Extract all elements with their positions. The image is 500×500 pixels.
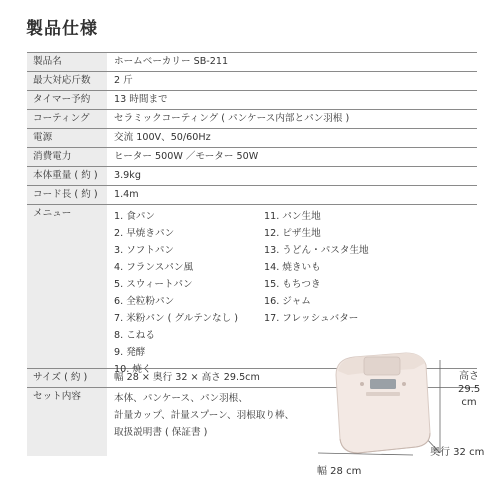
spec-row	[27, 148, 477, 167]
spec-value: 3.9kg	[114, 170, 141, 181]
spec-label: タイマー予約	[27, 91, 107, 109]
width-dimension: 幅 28 cm	[317, 466, 362, 477]
height-value: 29.5	[458, 384, 481, 395]
menu-item: 16. ジャム	[264, 296, 311, 307]
spec-row	[27, 167, 477, 186]
menu-item: 6. 全粒粉パン	[114, 296, 175, 307]
spec-row	[27, 72, 477, 91]
spec-value: 交流 100V、50/60Hz	[114, 132, 211, 143]
height-unit: cm	[461, 397, 477, 408]
spec-label: 消費電力	[27, 148, 107, 166]
spec-label: コーティング	[27, 110, 107, 128]
menu-item: 7. 米粉パン ( グルテンなし )	[114, 313, 239, 324]
spec-value: 幅 28 × 奥行 32 × 高さ 29.5cm	[114, 372, 260, 383]
bread-maker-body	[336, 353, 430, 453]
menu-item: 1. 食パン	[114, 211, 155, 222]
spec-label: 最大対応斤数	[27, 72, 107, 90]
height-dimension	[458, 370, 480, 409]
page-title: 製品仕様	[26, 19, 98, 39]
menu-item: 4. フランスパン風	[114, 262, 194, 273]
menu-item: 10. 焼く	[114, 364, 152, 375]
spec-label: セット内容	[27, 388, 107, 456]
spec-value: 2 斤	[114, 75, 133, 86]
menu-item: 14. 焼きいも	[264, 262, 321, 273]
spec-label: 電源	[27, 129, 107, 147]
menu-item: 2. 早焼きパン	[114, 228, 175, 239]
spec-value: 13 時間まで	[114, 94, 168, 105]
spec-label: コード長 ( 約 )	[27, 186, 107, 204]
spec-label: サイズ ( 約 )	[27, 369, 107, 387]
spec-value: セラミックコーティング ( パンケース内部とパン羽根 )	[114, 113, 350, 124]
menu-item: 11. パン生地	[264, 211, 321, 222]
menu-column-1	[114, 208, 264, 375]
display-panel	[370, 379, 396, 389]
set-line: 計量カップ、計量スプーン、羽根取り棒、	[114, 410, 295, 421]
menu-item: 5. スウィートパン	[114, 279, 193, 290]
spec-row	[27, 110, 477, 129]
spec-label: 本体重量 ( 約 )	[27, 167, 107, 185]
height-label: 高さ	[459, 371, 479, 382]
set-line: 本体、パンケース、パン羽根、	[114, 393, 248, 404]
spec-row	[27, 91, 477, 110]
spec-value: ヒーター 500W ／モーター 50W	[114, 151, 259, 162]
menu-item: 3. ソフトパン	[114, 245, 174, 256]
spec-label: メニュー	[27, 205, 107, 368]
viewing-window	[364, 357, 400, 375]
spec-label: 製品名	[27, 53, 107, 71]
width-guide-line	[318, 453, 413, 455]
spec-row	[27, 186, 477, 205]
set-line: 取扱説明書 ( 保証書 )	[114, 427, 208, 438]
menu-item: 13. うどん・パスタ生地	[264, 245, 369, 256]
spec-row	[27, 53, 477, 72]
spec-row	[27, 129, 477, 148]
spec-value: ホームベーカリー SB-211	[114, 56, 229, 67]
spec-value: 1.4m	[114, 189, 139, 200]
menu-item: 9. 発酵	[114, 347, 146, 358]
menu-item: 15. もちつき	[264, 279, 321, 290]
menu-item: 12. ピザ生地	[264, 228, 321, 239]
menu-item: 8. こねる	[114, 330, 155, 341]
menu-item: 17. フレッシュバター	[264, 313, 359, 324]
depth-dimension: 奥行 32 cm	[430, 447, 485, 458]
